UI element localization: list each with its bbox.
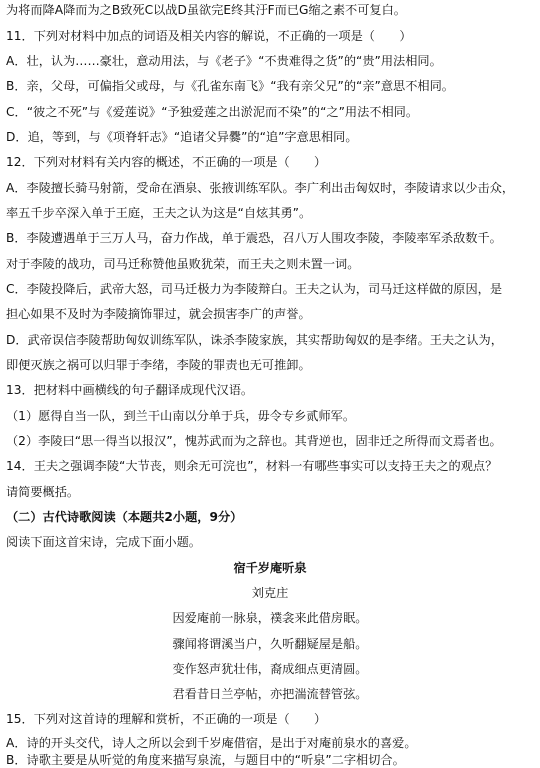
question-15: 15．下列对这首诗的理解和赏析，不正确的一项是（ ） [6,712,327,726]
option-11-d: D．追，等到，与《项脊轩志》“追诸父异爨”的“追”字意思相同。 [6,130,358,144]
poem-line: 君看昔日兰亭帖，亦把湍流替管弦。 [172,687,368,701]
question-12: 12．下列对材料有关内容的概述，不正确的一项是（ ） [6,155,327,169]
question-14: 14．王夫之强调李陵“大节丧，则余无可浣也”，材料一有哪些事实可以支持王夫之的观点？ [6,459,498,473]
option-11-c: C．“彼之不死”与《爱莲说》“予独爱莲之出淤泥而不染”的“之”用法不相同。 [6,105,419,119]
option-11-b: B．亲，父母，可偏指父或母，与《孔雀东南飞》“我有亲父兄”的“亲”意思不相同。 [6,79,454,93]
option-12-b: B．李陵遭遇单于三万人马，奋力作战，单于震恐，召八万人围攻李陵，李陵率军杀敌数千。 [6,231,502,245]
text-line: 担心如果不及时为李陵摘饰罪过，就会损害李广的声誉。 [6,307,311,321]
text-line: 请简要概括。 [6,485,80,499]
text-line: 为将而降A降而为之B致死C以战D虽欲完E终其汙F而已G缩之素不可复白。 [6,3,406,17]
text-line: 率五千步卒深入单于王庭，王夫之认为这是“自炫其勇”。 [6,206,312,220]
option-11-a: A．壮，认为……豪壮，意动用法，与《老子》“不贵难得之货”的“贵”用法相同。 [6,54,442,68]
option-15-a: A．诗的开头交代，诗人之所以会到千岁庵借宿，是出于对庵前泉水的喜爱。 [6,736,417,750]
section-heading: （二）古代诗歌阅读（本题共2小题，9分） [6,510,243,524]
question-13: 13．把材料中画横线的句子翻译成现代汉语。 [6,383,254,397]
poem-author: 刘克庄 [251,586,289,600]
instruction: 阅读下面这首宋诗，完成下面小题。 [6,535,201,549]
option-12-d: D．武帝误信李陵帮助匈奴训练军队，诛杀李陵家族，其实帮助匈奴的是李绪。王夫之认为， [6,333,503,347]
question-11: 11．下列对材料中加点的词语及相关内容的解说，不正确的一项是（ ） [6,29,412,43]
text-line: 对于李陵的战功，司马迁称赞他虽败犹荣，而王夫之则未置一词。 [6,257,360,271]
poem-line: 变作怒声犹壮伟，裔成细点更清圆。 [172,662,368,676]
option-15-b: B．诗歌主要是从听觉的角度来描写泉流，与题目中的“听泉”二字相切合。 [6,753,405,767]
sentence-2: （2）李陵曰“思一得当以报汉”，愧苏武而为之辞也。其背逆也，固非迁之所得而文焉者也。 [6,434,502,448]
poem-title: 宿千岁庵听泉 [233,561,307,575]
poem-line: 骤闻将谓溪当户，久听翻疑屋是船。 [172,637,368,651]
option-12-c: C．李陵投降后，武帝大怒，司马迁极力为李陵辩白。王夫之认为，司马迁这样做的原因，是 [6,282,503,296]
option-12-a: A．李陵擅长骑马射箭，受命在酒泉、张掖训练军队。李广利出击匈奴时，李陵请求以少击众， [6,181,515,195]
poem-line: 因爱庵前一脉泉，襆衾来此借房眠。 [172,611,368,625]
text-line: 即便灭族之祸可以归罪于李绪，李陵的罪责也无可推卸。 [6,358,311,372]
sentence-1: （1）愿得自当一队，到兰干山南以分单于兵，毋令专乡贰师军。 [6,409,356,423]
